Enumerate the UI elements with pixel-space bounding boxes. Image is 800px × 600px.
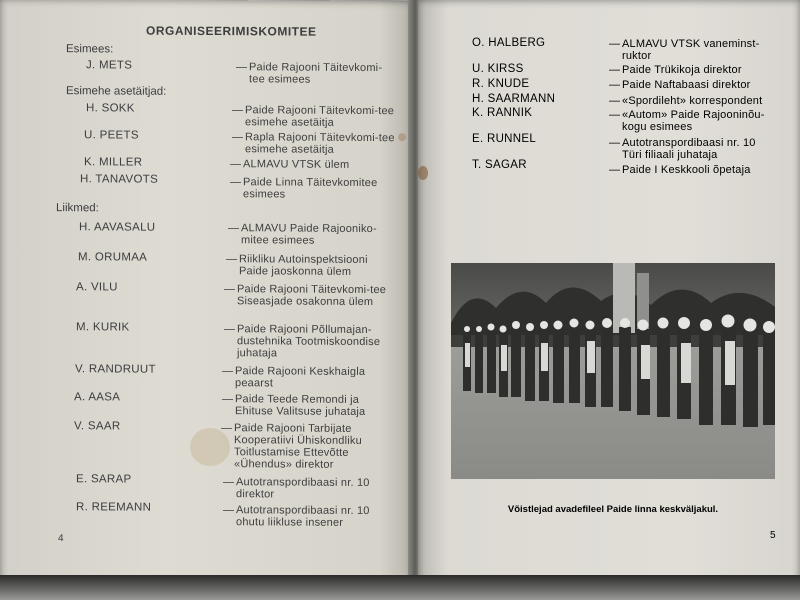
entry-name: E. SARAP [76, 473, 132, 486]
entry-desc: — Autotranspordibaasi nr. 10 ohutu liikluse insener [236, 504, 398, 529]
paper-stain [190, 428, 230, 466]
entry-name: V. RANDRUUT [75, 363, 156, 376]
entry-name: H. TANAVOTS [80, 173, 159, 186]
entry-desc: — Paide Naftabaasi direktor [622, 79, 772, 91]
photo-image [451, 263, 775, 479]
page-heading: ORGANISEERIMISKOMITEE [146, 23, 317, 39]
paper-stain [418, 166, 428, 180]
photo-parade [451, 263, 775, 479]
entry-desc: — Autotranspordibaasi nr. 10 direktor [236, 476, 396, 501]
entry-desc: — Paide Rajooni Põllumajan-dustehnika Tootmiskoondise juhataja [237, 323, 395, 360]
entry-desc: — Paide Trükikoja direktor [622, 64, 772, 76]
entry-desc: — Paide Rajooni Täitevkomi-tee esimehe asetäitja [245, 104, 395, 129]
entry-name: M. ORUMAA [78, 251, 148, 264]
page-number: 4 [58, 533, 64, 545]
entry-name: K. RANNIK [472, 107, 533, 119]
entry-name: O. HALBERG [472, 37, 546, 49]
entry-desc: — ALMAVU VTSK vaneminst-ruktor [622, 38, 772, 62]
entry-name: E. RUNNEL [472, 133, 537, 145]
entry-name: J. METS [86, 59, 133, 72]
entry-name: H. SAARMANN [472, 93, 556, 105]
entry-name: R. REEMANN [76, 501, 152, 514]
entry-desc: — Paide Teede Remondi ja Ehituse Valitsuse juhataja [235, 393, 395, 418]
entry-desc: — Paide Rajooni Tarbijate Kooperatiivi Ühiskondliku Toitlustamise Ettevõtte «Ühendus» direktor [234, 422, 394, 471]
entry-desc: — Paide Rajooni Keskhaigla peaarst [235, 365, 395, 390]
page-number: 5 [770, 530, 776, 541]
entry-desc: — Autotranspordibaasi nr. 10 Türi filiaali juhataja [622, 137, 772, 161]
entry-desc: — Paide I Keskkooli õpetaja [622, 164, 772, 176]
entry-name: R. KNUDE [472, 78, 530, 90]
entry-desc: — «Autom» Paide Rajooninõu-kogu esimees [622, 109, 772, 133]
entry-name: V. SAAR [74, 420, 121, 433]
entry-name: H. SOKK [86, 102, 135, 115]
photo-caption: Võistlejad avadefileel Paide linna keskväljakul. [507, 504, 719, 515]
book-bottom-edge [0, 575, 800, 600]
entry-desc: — ALMAVU VTSK ülem [243, 158, 393, 171]
entry-desc: — Paide Rajooni Täitevkomi-tee Siseasjade osakonna ülem [237, 283, 395, 308]
entry-name: M. KURIK [76, 321, 130, 334]
paper-stain [398, 133, 406, 141]
entry-name: U. KIRSS [472, 63, 524, 75]
entry-name: A. AASA [74, 391, 121, 404]
entry-name: K. MILLER [84, 156, 143, 169]
entry-desc: — Riikliku Autoinspektsiooni Paide jaoskonna ülem [239, 253, 395, 278]
entry-desc: — Rapla Rajooni Täitevkomi-tee esimehe asetäitja [245, 131, 395, 156]
entry-desc: — Paide Rajooni Täitevkomi-tee esimees [249, 61, 397, 86]
entry-desc: — «Spordileht» korrespondent [622, 95, 772, 107]
section-chair-label: Esimees: [66, 43, 114, 56]
section-vice-label: Esimehe asetäitjad: [66, 85, 167, 98]
entry-name: A. VILU [76, 281, 118, 294]
entry-desc: — Paide Linna Täitevkomitee esimees [243, 176, 395, 201]
entry-name: U. PEETS [84, 129, 139, 142]
entry-desc: — ALMAVU Paide Rajooniko-mitee esimees [241, 222, 393, 247]
entry-name: T. SAGAR [472, 159, 527, 171]
section-members-label: Liikmed: [56, 202, 99, 215]
entry-name: H. AAVASALU [79, 221, 156, 234]
